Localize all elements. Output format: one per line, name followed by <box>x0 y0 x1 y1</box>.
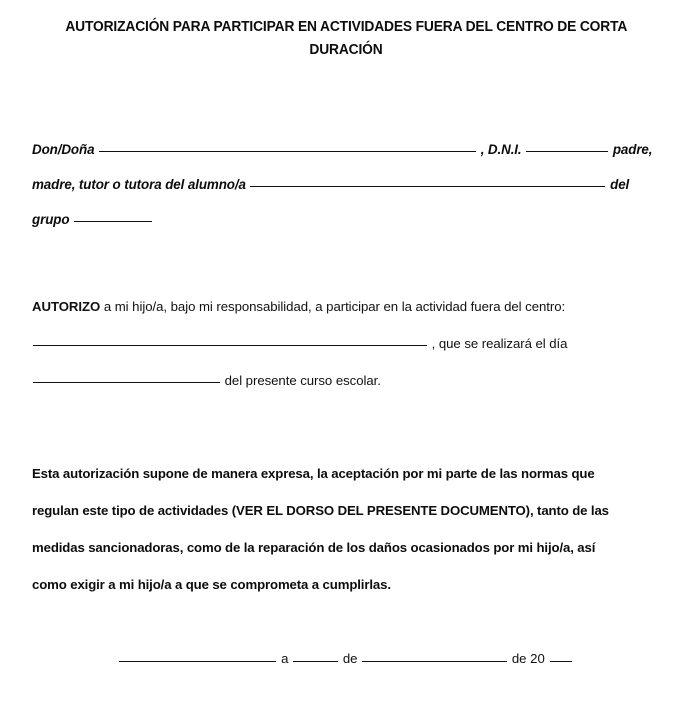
declaration-paragraph <box>32 455 666 603</box>
footer-connector-de-2: de 20 <box>511 651 545 666</box>
place-blank[interactable] <box>119 650 276 662</box>
authorization-line-1-text: a mi hijo/a, bajo mi responsabilidad, a participar en la actividad fuera del centro: <box>100 299 566 314</box>
authorization-row-1 <box>32 288 664 325</box>
authorization-block <box>32 288 664 399</box>
guardian-identity-block <box>32 132 662 237</box>
page-title <box>57 16 636 62</box>
title-line-2: DURACIÓN <box>309 42 383 58</box>
dni-number-blank[interactable] <box>526 140 608 152</box>
declaration-line-4: como exigir a mi hijo/a a que se comprometa a cumplirlas. <box>32 577 391 592</box>
grupo-blank[interactable] <box>74 210 152 222</box>
title-line-1: AUTORIZACIÓN PARA PARTICIPAR EN ACTIVIDADES FUERA DEL CENTRO DE CORTA <box>65 19 627 35</box>
dni-label: , D.N.I. <box>480 142 522 157</box>
year-blank[interactable] <box>550 650 572 662</box>
padre-label: padre, <box>612 142 653 157</box>
declaration-line-2: regulan este tipo de actividades (VER EL DORSO DEL PRESENTE DOCUMENTO), tanto de las <box>32 503 609 518</box>
footer-connector-de-1: de <box>342 651 358 666</box>
footer-connector-a: a <box>281 651 289 666</box>
activity-date-blank[interactable] <box>33 371 220 383</box>
madre-tutor-label: madre, tutor o tutora del alumno/a <box>32 177 246 192</box>
authorization-line-2-text: , que se realizará el día <box>431 336 568 351</box>
month-blank[interactable] <box>362 650 507 662</box>
identity-row-1 <box>32 132 662 167</box>
authorization-line-3-text: del presente curso escolar. <box>224 373 381 388</box>
declaration-line-1: Esta autorización supone de manera expresa, la aceptación por mi parte de las normas que <box>32 466 595 481</box>
student-name-blank[interactable] <box>250 175 605 187</box>
autorizo-keyword: AUTORIZO <box>32 299 101 314</box>
del-label: del <box>610 177 630 192</box>
signature-date-line <box>0 648 691 670</box>
day-blank[interactable] <box>293 650 338 662</box>
don-dona-label: Don/Doña <box>32 142 95 157</box>
identity-row-3 <box>32 202 662 237</box>
identity-row-2 <box>32 167 662 202</box>
authorization-row-3 <box>32 362 664 399</box>
grupo-label: grupo <box>32 212 70 227</box>
authorization-row-2 <box>32 325 664 362</box>
declaration-line-3: medidas sancionadoras, como de la reparación de los daños ocasionados por mi hijo/a, así <box>32 540 596 555</box>
guardian-name-blank[interactable] <box>99 140 476 152</box>
activity-name-blank[interactable] <box>33 334 427 346</box>
